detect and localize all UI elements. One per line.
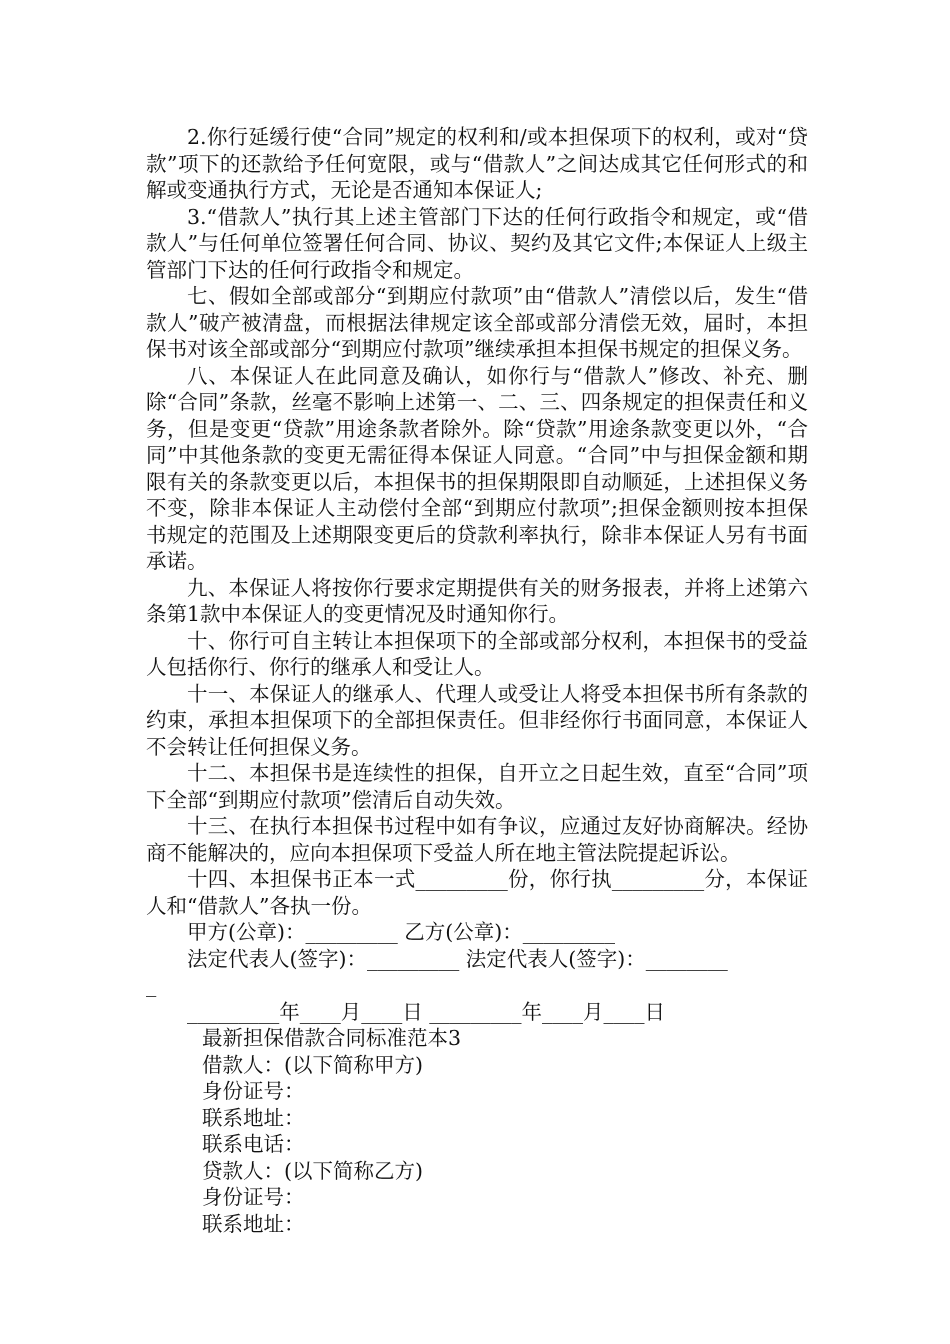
clause-paragraph: 十、你行可自主转让本担保项下的全部或部分权利，本担保书的受益人包括你行、你行的继承人和受让人。 [146,628,808,679]
contract-header-list [146,1025,808,1237]
stray-underscore: _ [146,973,157,997]
lender-id-line: 身份证号： [202,1185,305,1209]
contract-title: 最新担保借款合同标准范本3 [202,1026,462,1050]
lender-line: 贷款人：(以下简称乙方) [202,1158,423,1183]
borrower-address-line: 联系地址： [202,1105,305,1130]
signature-line-representative: 法定代表人(签字)：_________ 法定代表人(签字)：________ [187,946,728,971]
lender-address-line: 联系地址： [202,1211,305,1236]
signature-line-seal: 甲方(公章)：_________ 乙方(公章)：_________ [187,920,616,944]
borrower-line: 借款人：(以下简称甲方) [202,1052,423,1077]
date-line: _________年____月____日 _________年____月____日 [187,999,666,1024]
clause-paragraph: 七、假如全部或部分“到期应付款项”由“借款人”清偿以后，发生“借款人”破产被清盘，而根据法律规定该全部或部分清偿无效，届时，本担保书对该全部或部分“到期应付款项”继续承担本担保书规定的担保义务。 [146,284,808,361]
clause-paragraph: 十四、本担保书正本一式_________份，你行执_________分，本保证人和“借款人”各执一份。 [146,867,808,918]
borrower-phone-line: 联系电话： [202,1132,305,1156]
clause-paragraph: 3.“借款人”执行其上述主管部门下达的任何行政指令和规定，或“借款人”与任何单位签署任何合同、协议、契约及其它文件;本保证人上级主管部门下达的任何行政指令和规定。 [146,204,808,282]
document-body [146,124,808,1237]
clause-paragraph: 十二、本担保书是连续性的担保，自开立之日起生效，直至“合同”项下全部“到期应付款项”偿清后自动失效。 [146,761,808,812]
clause-paragraph: 十三、在执行本担保书过程中如有争议，应通过友好协商解决。经协商不能解决的，应向本担保项下受益人所在地主管法院提起诉讼。 [146,814,808,865]
borrower-id-line: 身份证号： [202,1079,305,1103]
clause-paragraph: 2.你行延缓行使“合同”规定的权利和/或本担保项下的权利，或对“贷款”项下的还款给予任何宽限，或与“借款人”之间达成其它任何形式的和解或变通执行方式，无论是否通知本保证人; [146,125,808,202]
clause-paragraph: 九、本保证人将按你行要求定期提供有关的财务报表，并将上述第六条第1款中本保证人的变更情况及时通知你行。 [146,575,808,626]
clause-paragraph: 八、本保证人在此同意及确认，如你行与“借款人”修改、补充、删除“合同”条款，丝毫不影响上述第一、二、三、四条规定的担保责任和义务，但是变更“贷款”用途条款者除外。除“贷款”用途条款变更以外，“合同”中其他条款的变更无需征得本保证人同意。“合同”中与担保金额和期限有关的条款变更以后，本担保书的担保期限即自动顺延，上述担保义务不变，除非本保证人主动偿付全部“到期应付款项”;担保金额则按本担保书规定的范围及上述期限变更后的贷款利率执行，除非本保证人另有书面承诺。 [146,363,808,573]
clause-paragraph: 十一、本保证人的继承人、代理人或受让人将受本担保书所有条款的约束，承担本担保项下的全部担保责任。但非经你行书面同意，本保证人不会转让任何担保义务。 [146,681,808,759]
